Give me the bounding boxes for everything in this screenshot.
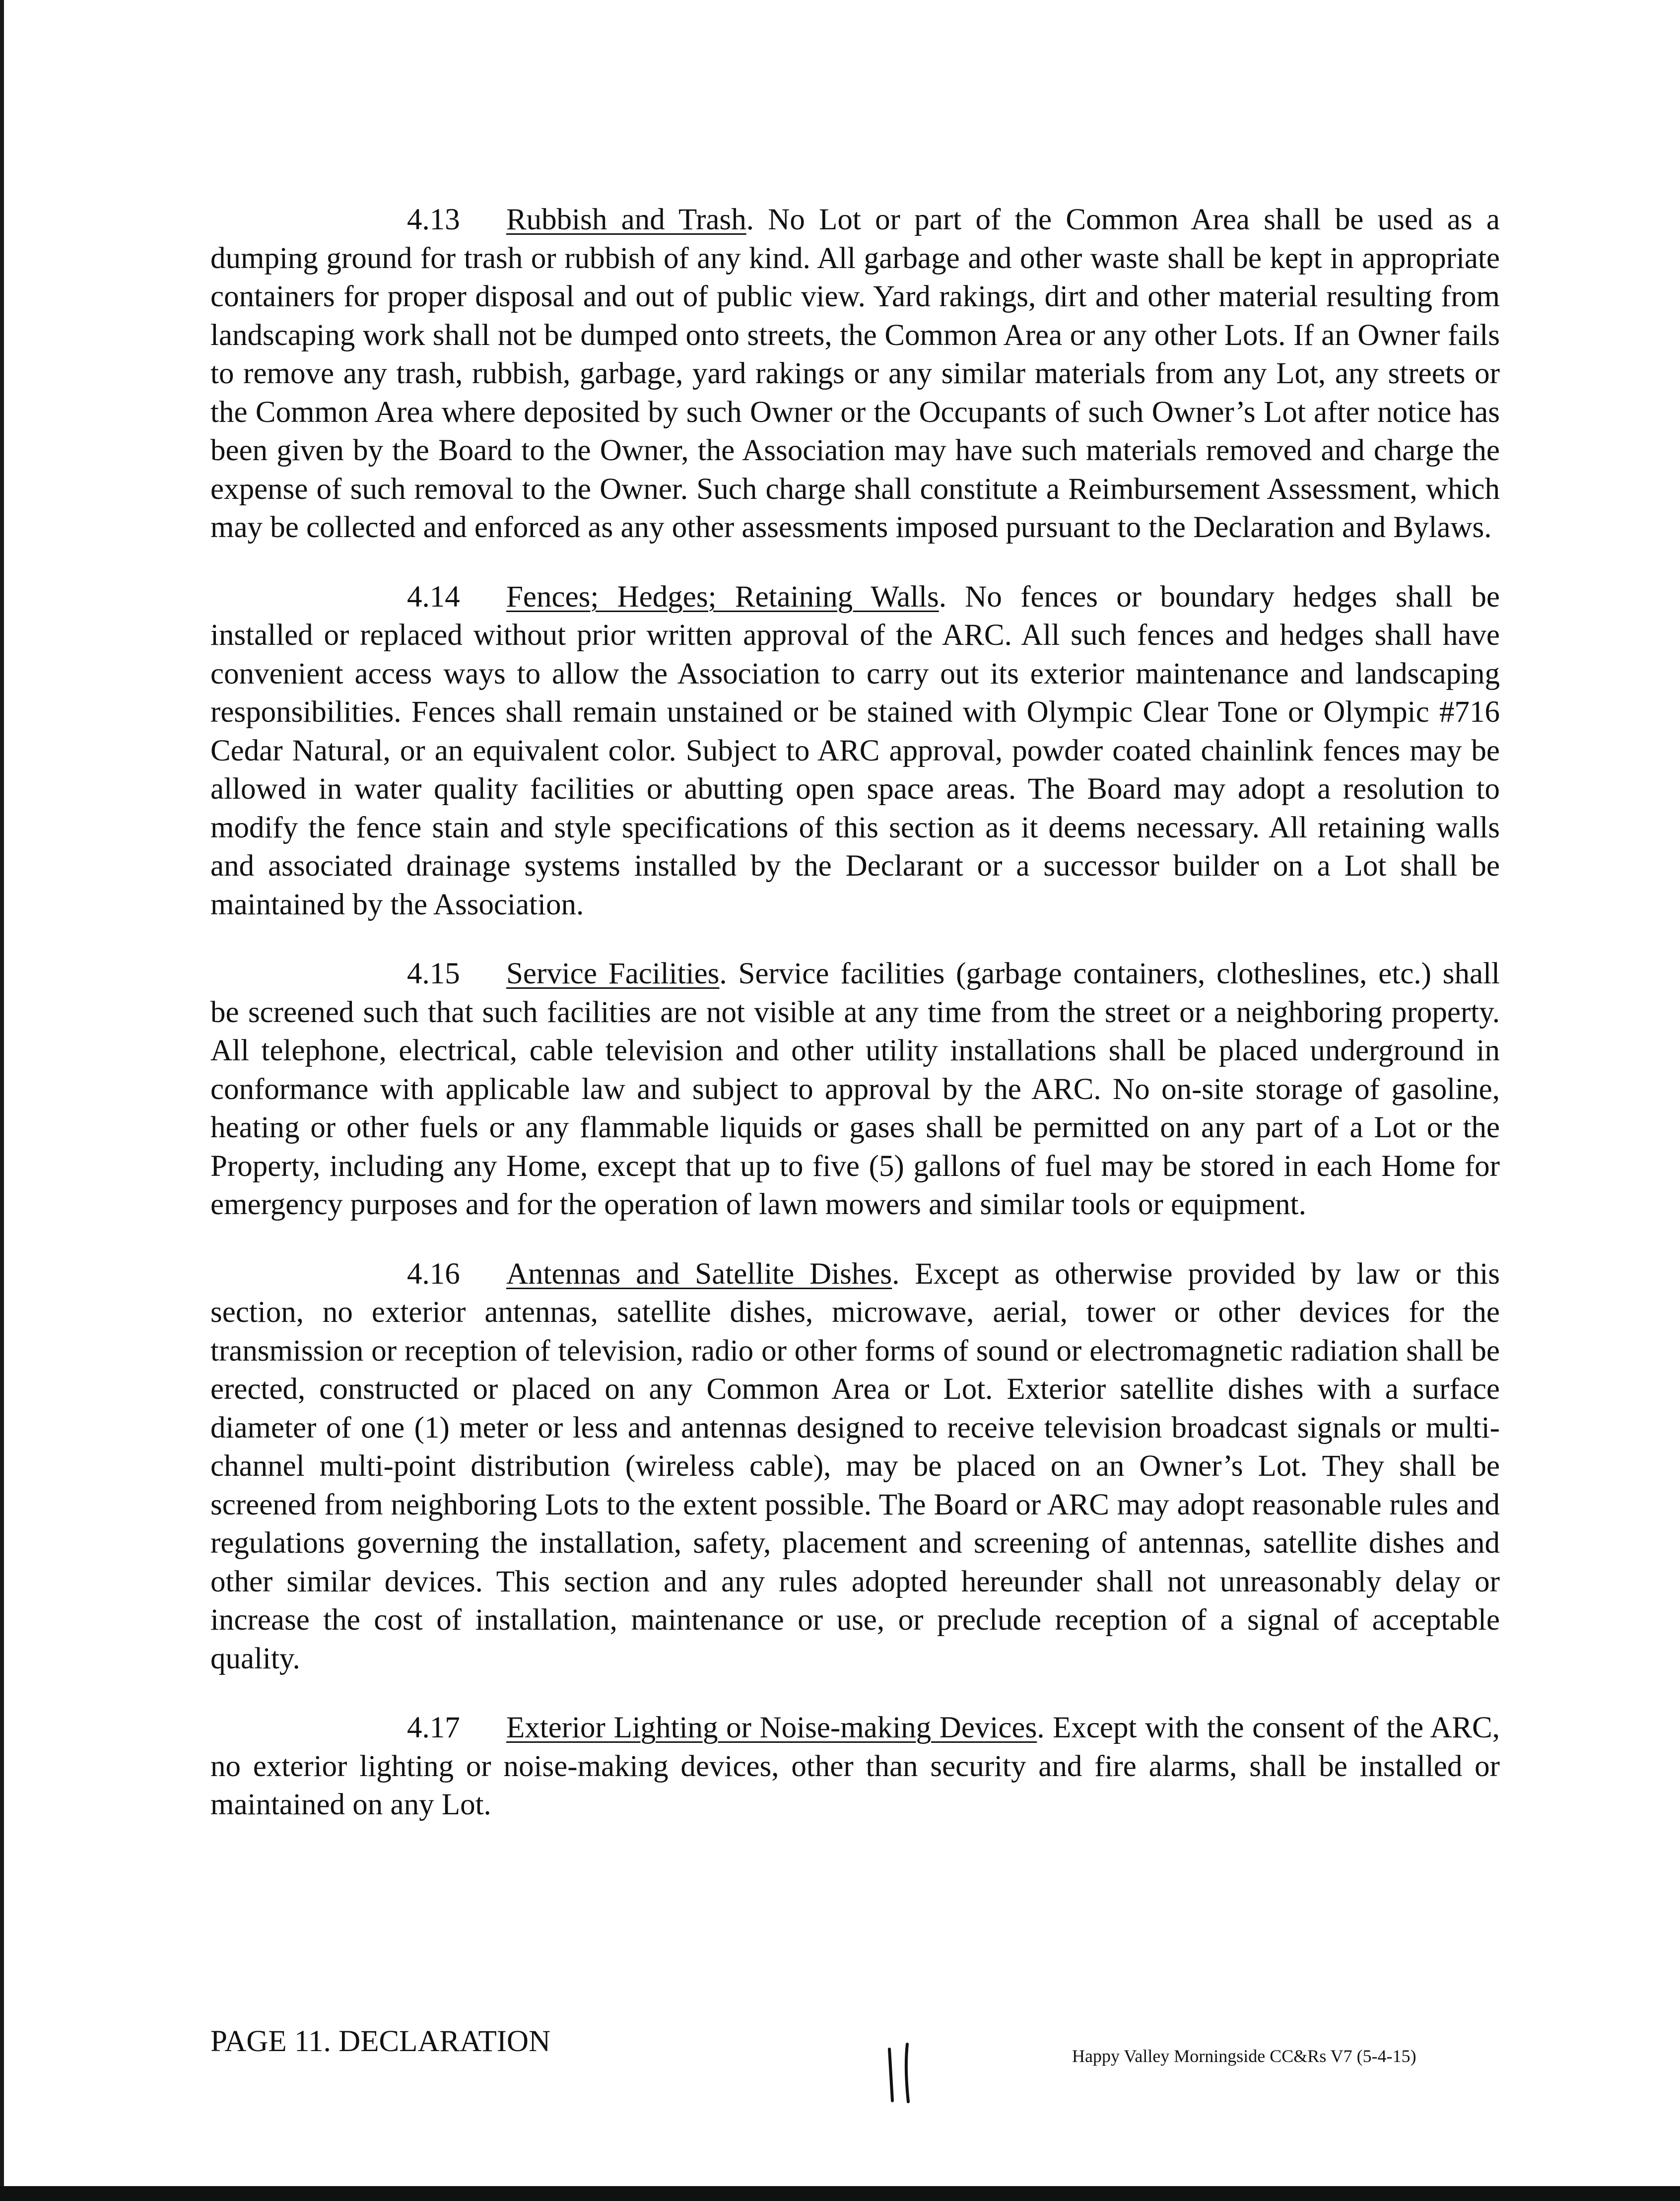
section-text: . No Lot or part of the Common Area shall be used as a dumping ground for trash or rubbish of any kind. All garbage and other waste shall be kept in appropriate containers for proper disposal and out of public view. Yard rakings, dirt and other material resulting from landscaping work shall not be dumped onto streets, the Common Area or any other Lots. If an Owner fails to remove any trash, rubbish, garbage, yard rakings or any similar materials from any Lot, any streets or the Common Area where deposited by such Owner or the Occupants of such Owner’s Lot after notice has been given by the Board to the Owner, the Association may have such materials removed and charge the expense of such removal to the Owner. Such charge shall constitute a Reimbursement Assessment, which may be collected and enforced as any other assessments imposed pursuant to the Declaration and Bylaws.: [210, 203, 1500, 544]
section-number: 4.14: [407, 580, 460, 614]
section-heading: Rubbish and Trash: [506, 203, 746, 236]
scan-edge-left: [0, 0, 4, 2201]
section-heading: Fences; Hedges; Retaining Walls: [506, 580, 939, 614]
section-heading: Antennas and Satellite Dishes: [506, 1257, 892, 1291]
section-number: 4.13: [407, 203, 460, 236]
section-4-14: [210, 578, 1500, 924]
section-number: 4.15: [407, 957, 460, 990]
scan-edge-bottom: [0, 2186, 1680, 2201]
section-text: . Except as otherwise provided by law or this section, no exterior antennas, satellite dishes, microwave, aerial, tower or other devices for the transmission or reception of television, radio or other forms of sound or electromagnetic radiation shall be erected, constructed or placed on any Common Area or Lot. Exterior satellite dishes with a surface diameter of one (1) meter or less and antennas designed to receive television broadcast signals or multi-channel multi-point distribution (wireless cable), may be placed on an Owner’s Lot. They shall be screened from neighboring Lots to the extent possible. The Board or ARC may adopt reasonable rules and regulations governing the installation, safety, placement and screening of antennas, satellite dishes and other similar devices. This section and any rules adopted hereunder shall not unreasonably delay or increase the cost of installation, maintenance or use, or preclude reception of a signal of acceptable quality.: [210, 1257, 1500, 1675]
section-4-13: [210, 201, 1500, 547]
section-heading: Service Facilities: [506, 957, 720, 990]
page-footer-label: PAGE 11. DECLARATION: [210, 2025, 551, 2058]
section-text: . Service facilities (garbage containers, clotheslines, etc.) shall be screened such that such facilities are not visible at any time from the street or a neighboring property. All telephone, electrical, cable television and other utility installations shall be placed underground in conformance with applicable law and subject to approval by the ARC. No on-site storage of gasoline, heating or other fuels or any flammable liquids or gases shall be permitted on any part of a Lot or the Property, including any Home, except that up to five (5) gallons of fuel may be stored in each Home for emergency purposes and for the operation of lawn mowers and similar tools or equipment.: [210, 957, 1500, 1221]
section-heading: Exterior Lighting or Noise-making Devices: [506, 1711, 1037, 1744]
document-body: [210, 201, 1500, 1855]
section-4-15: [210, 955, 1500, 1224]
document-id: Happy Valley Morningside CC&Rs V7 (5-4-15): [1072, 2046, 1416, 2066]
section-text: . No fences or boundary hedges shall be installed or replaced without prior written approval of the ARC. All such fences and hedges shall have convenient access ways to allow the Association to carry out its exterior maintenance and landscaping responsibilities. Fences shall remain unstained or be stained with Olympic Clear Tone or Olympic #716 Cedar Natural, or an equivalent color. Subject to ARC approval, powder coated chainlink fences may be allowed in water quality facilities or abutting open space areas. The Board may adopt a resolution to modify the fence stain and style specifications of this section as it deems necessary. All retaining walls and associated drainage systems installed by the Declarant or a successor builder on a Lot shall be maintained by the Association.: [210, 580, 1500, 921]
section-number: 4.16: [407, 1257, 460, 1291]
section-text: . Except with the consent of the ARC, no exterior lighting or noise-making devices, other than security and fire alarms, shall be installed or maintained on any Lot.: [210, 1711, 1500, 1821]
section-number: 4.17: [407, 1711, 460, 1744]
handwritten-page-number: [882, 2040, 922, 2105]
section-4-17: [210, 1709, 1500, 1824]
section-4-16: [210, 1255, 1500, 1678]
